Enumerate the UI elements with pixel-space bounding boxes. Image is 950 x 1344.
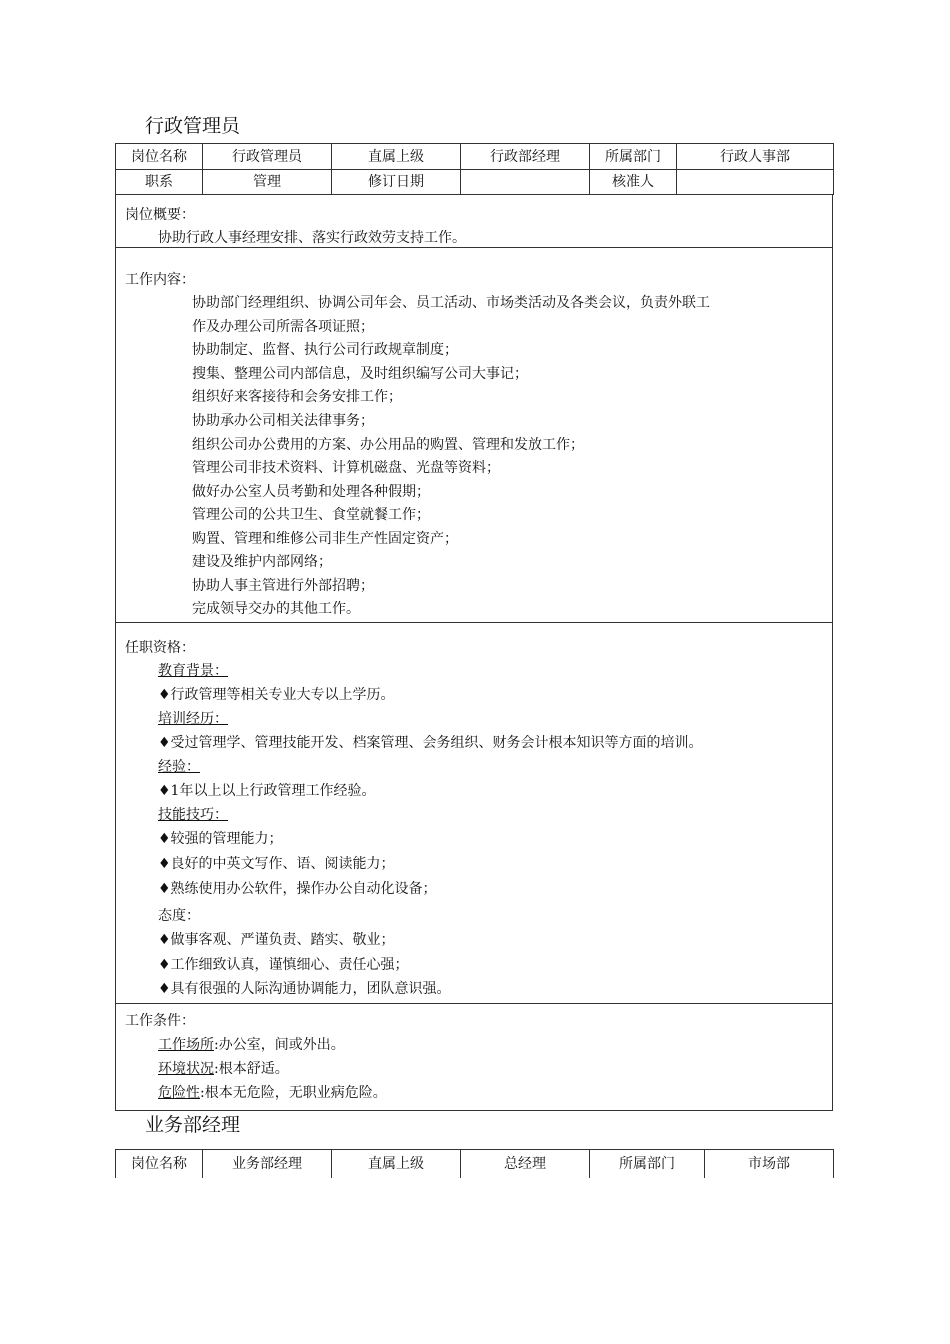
duty-item: 作及办理公司所需各项证照； — [192, 319, 374, 335]
cell-department: 市场部 — [705, 1150, 834, 1178]
cell-label-supervisor: 直属上级 — [332, 1150, 461, 1178]
cell-approver — [677, 170, 834, 195]
training-label: 培训经历： — [158, 711, 228, 727]
env-label: 环境状况 — [158, 1061, 214, 1077]
qualifications-section — [115, 623, 833, 1004]
duty-item: 协助部门经理组织、协调公司年会、员工活动、市场类活动及各类会议，负责外联工 — [192, 295, 710, 311]
training-text: ♦受过管理学、管理技能开发、档案管理、会务组织、财务会计根本知识等方面的培训。 — [158, 735, 703, 751]
duties-heading: 工作内容： — [125, 272, 195, 288]
job-title: 业务部经理 — [145, 1114, 241, 1136]
duty-item: 管理公司的公共卫生、食堂就餐工作； — [192, 507, 430, 523]
duty-item: 管理公司非技术资料、计算机磁盘、光盘等资料； — [192, 460, 500, 476]
attitude-item: ♦做事客观、严谨负责、踏实、敬业； — [158, 932, 395, 948]
duty-item: 建设及维护内部网络； — [192, 554, 332, 570]
cell-label-supervisor: 直属上级 — [332, 144, 461, 170]
experience-text: ♦1年以上以上行政管理工作经验。 — [158, 783, 376, 799]
duty-item: 协助承办公司相关法律事务； — [192, 413, 374, 429]
education-text: ♦行政管理等相关专业大专以上学历。 — [158, 687, 395, 703]
conditions-section — [115, 1004, 833, 1111]
skill-item: ♦较强的管理能力； — [158, 831, 283, 847]
duty-item: 做好办公室人员考勤和处理各种假期； — [192, 484, 430, 500]
place-value: :办公室，间或外出。 — [214, 1037, 345, 1053]
condition-place — [158, 1035, 345, 1055]
risk-label: 危险性 — [158, 1085, 200, 1101]
duty-item: 协助制定、监督、执行公司行政规章制度； — [192, 342, 458, 358]
cell-position-name: 行政管理员 — [203, 144, 332, 170]
duties-section — [115, 248, 833, 623]
attitude-label: 态度： — [158, 908, 200, 924]
skills-label: 技能技巧： — [158, 807, 228, 823]
job-info-table — [115, 143, 834, 195]
condition-risk — [158, 1083, 387, 1103]
skill-item: ♦熟练使用办公软件，操作办公自动化设备； — [158, 881, 437, 897]
cell-revision-date — [461, 170, 590, 195]
job-title: 行政管理员 — [145, 115, 241, 137]
cell-label-department: 所属部门 — [590, 144, 677, 170]
duty-item: 搜集、整理公司内部信息，及时组织编写公司大事记； — [192, 366, 528, 382]
overview-section — [115, 194, 833, 248]
cell-department: 行政人事部 — [677, 144, 834, 170]
cell-label-approver: 核准人 — [590, 170, 677, 195]
cell-label-position: 岗位名称 — [116, 144, 203, 170]
env-value: :根本舒适。 — [214, 1061, 289, 1077]
condition-environment — [158, 1059, 289, 1079]
job-info-table — [115, 1149, 834, 1178]
overview-heading: 岗位概要： — [125, 207, 195, 223]
duty-item: 组织好来客接待和会务安排工作； — [192, 389, 402, 405]
cell-supervisor: 总经理 — [461, 1150, 590, 1178]
overview-text: 协助行政人事经理安排、落实行政效劳支持工作。 — [158, 230, 466, 246]
cell-category: 管理 — [203, 170, 332, 195]
place-label: 工作场所 — [158, 1037, 214, 1053]
duty-item: 完成领导交办的其他工作。 — [192, 601, 360, 617]
duty-item: 组织公司办公费用的方案、办公用品的购置、管理和发放工作； — [192, 437, 584, 453]
cell-label-department: 所属部门 — [590, 1150, 705, 1178]
skill-item: ♦良好的中英文写作、语、阅读能力； — [158, 856, 395, 872]
attitude-item: ♦工作细致认真，谨慎细心、责任心强； — [158, 957, 409, 973]
duty-item: 协助人事主管进行外部招聘； — [192, 578, 374, 594]
cell-label-revision-date: 修订日期 — [332, 170, 461, 195]
education-label: 教育背景： — [158, 663, 228, 679]
risk-value: :根本无危险，无职业病危险。 — [200, 1085, 387, 1101]
qualifications-heading: 任职资格： — [125, 640, 195, 656]
duty-item: 购置、管理和维修公司非生产性固定资产； — [192, 531, 458, 547]
conditions-heading: 工作条件： — [125, 1013, 195, 1029]
cell-label-position: 岗位名称 — [116, 1150, 203, 1178]
cell-label-category: 职系 — [116, 170, 203, 195]
experience-label: 经验： — [158, 759, 200, 775]
cell-supervisor: 行政部经理 — [461, 144, 590, 170]
cell-position-name: 业务部经理 — [203, 1150, 332, 1178]
attitude-item: ♦具有很强的人际沟通协调能力，团队意识强。 — [158, 981, 451, 997]
